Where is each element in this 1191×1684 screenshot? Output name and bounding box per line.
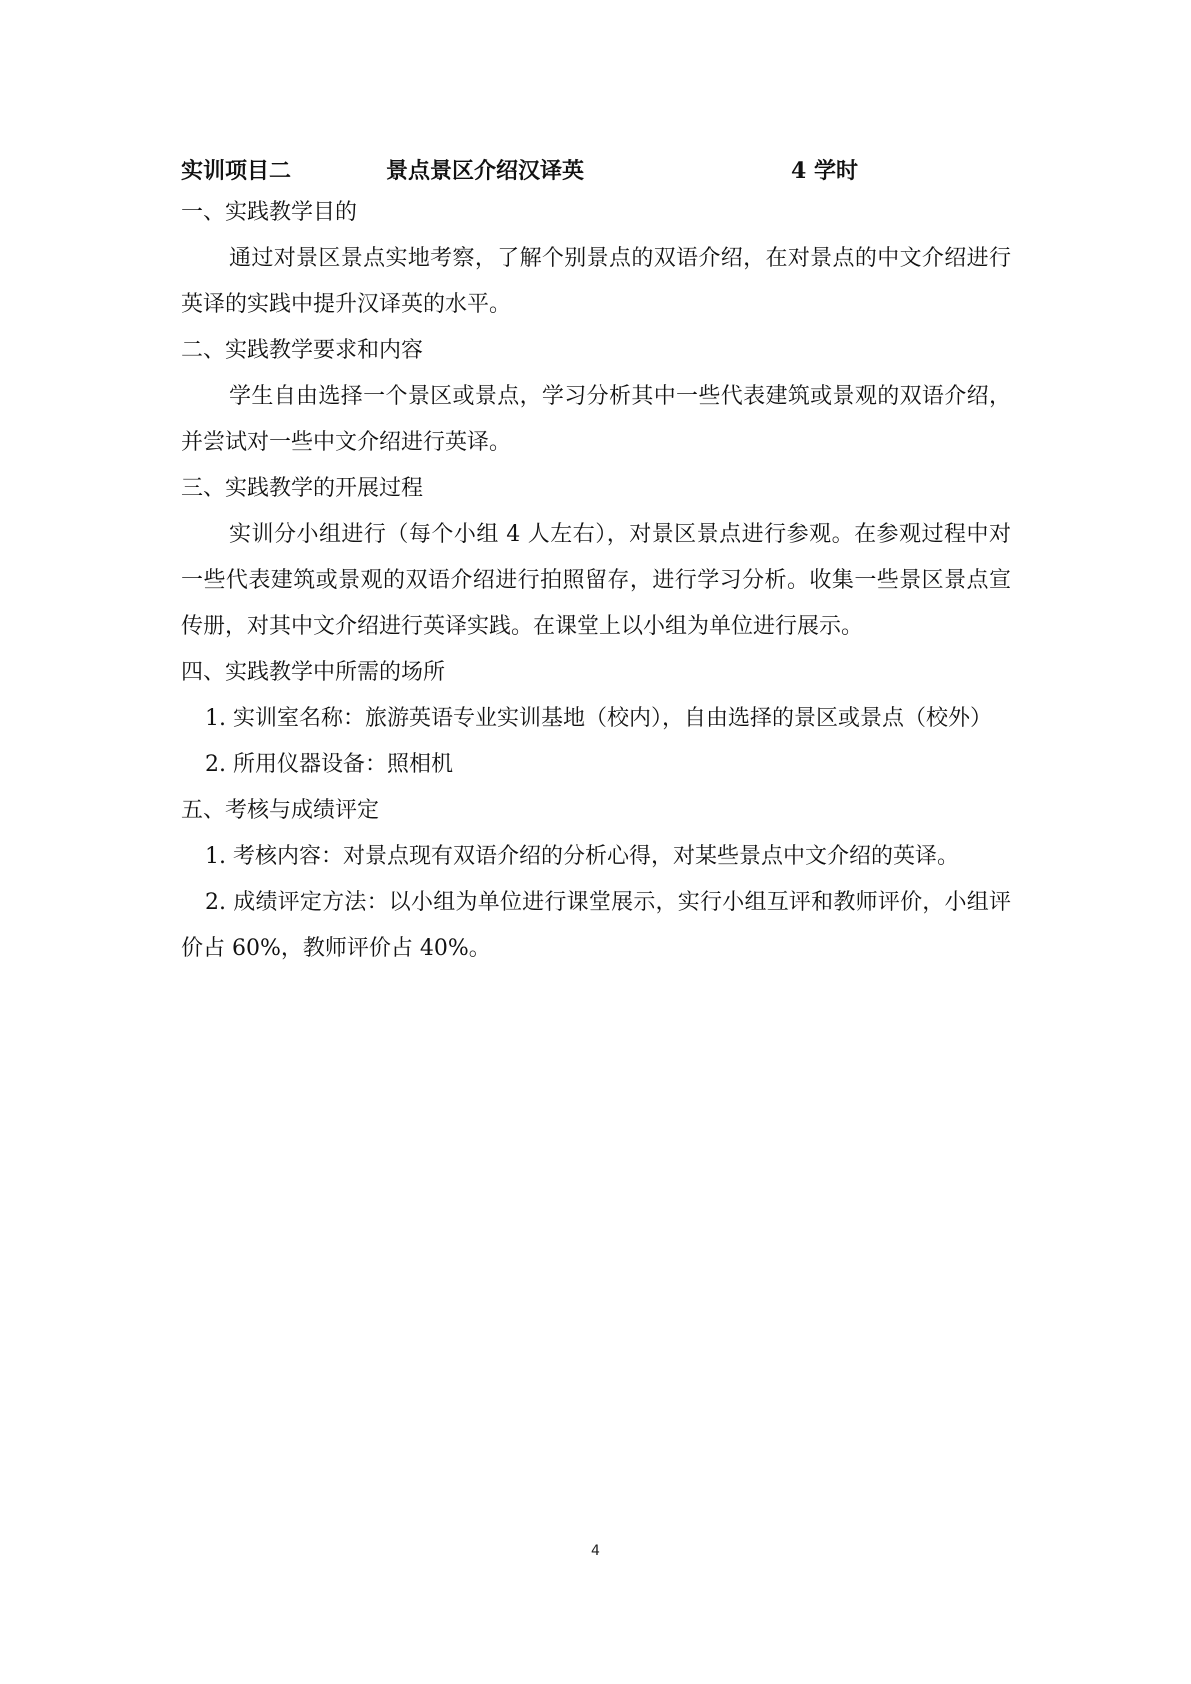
project-title-row [181, 150, 1011, 190]
section-4-item-1: 1. 实训室名称：旅游英语专业实训基地（校内），自由选择的景区或景点（校外） [205, 706, 992, 731]
section-3-text: 实训分小组进行（每个小组 4 人左右），对景区景点进行参观。在参观过程中对一些代表建筑或景观的双语介绍进行拍照留存，进行学习分析。收集一些景区景点宣传册，对其中文介绍进行英译实践。在课堂上以小组为单位进行展示。 [181, 522, 1011, 639]
section-5-item-1: 1. 考核内容：对景点现有双语介绍的分析心得，对某些景点中文介绍的英译。 [205, 844, 959, 869]
section-1-heading: 一、实践教学目的 [181, 200, 358, 225]
document-body [181, 150, 1011, 972]
project-label: 实训项目二 [181, 158, 292, 184]
section-4-heading: 四、实践教学中所需的场所 [181, 660, 446, 685]
project-name: 景点景区介绍汉译英 [386, 158, 585, 184]
section-1-text: 通过对景区景点实地考察，了解个别景点的双语介绍，在对景点的中文介绍进行英译的实践中提升汉译英的水平。 [181, 246, 1011, 317]
section-5-heading: 五、考核与成绩评定 [181, 798, 380, 823]
page-number: 4 [591, 1543, 600, 1559]
section-2-heading: 二、实践教学要求和内容 [181, 338, 424, 363]
section-3-heading: 三、实践教学的开展过程 [181, 476, 424, 501]
project-hours: 4 学时 [791, 158, 858, 184]
section-4-item-2: 2. 所用仪器设备：照相机 [205, 752, 453, 777]
section-2-text: 学生自由选择一个景区或景点，学习分析其中一些代表建筑或景观的双语介绍，并尝试对一些中文介绍进行英译。 [181, 384, 1011, 455]
section-5-item-2: 2. 成绩评定方法：以小组为单位进行课堂展示，实行小组互评和教师评价，小组评价占 60%，教师评价占 40%。 [181, 890, 1011, 961]
